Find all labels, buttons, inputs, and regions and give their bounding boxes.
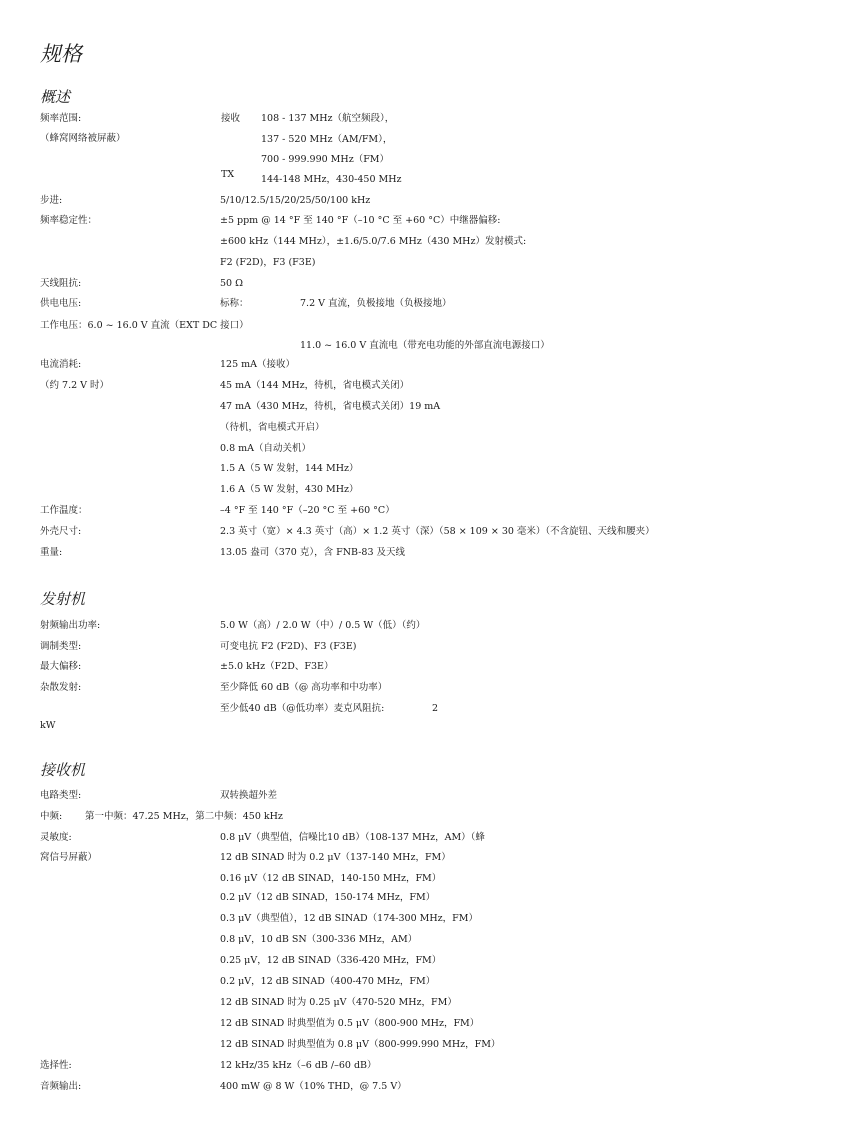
sensitivity-sub-label: 窝信号屏蔽） [40,852,98,863]
deviation-value: ±5.0 kHz（F2D、F3E） [220,661,334,672]
sensitivity-value-11: 12 dB SINAD 时典型值为 0.8 μV（800-999.990 MHz，FM） [220,1039,501,1050]
tx-label: TX [221,169,235,180]
selectivity-label: 选择性: [40,1060,72,1071]
step-label: 步进: [40,195,63,206]
supply-label: 供电电压: [40,298,82,309]
current-value-1: 125 mA（接收） [220,359,296,370]
current-value-7: 1.6 A（5 W 发射，430 MHz） [220,484,359,495]
section-heading-transmitter: 发射机 [40,590,86,608]
rf-power-label: 射频输出功率: [40,620,101,631]
freq-value-3: 700 - 999.990 MHz（FM） [261,154,390,165]
current-label: 电流消耗: [40,359,82,370]
spurious-value-1: 至少降低 60 dB（@ 高功率和中功率） [220,682,388,693]
circuit-label: 电路类型: [40,790,82,801]
temp-value: –4 °F 至 140 °F（–20 °C 至 +60 °C） [220,505,395,516]
sensitivity-label: 灵敏度: [40,832,72,843]
working-voltage-2: 11.0 ~ 16.0 V 直流电（带充电功能的外部直流电源接口） [300,340,550,351]
modulation-value: 可变电抗 F2 (F2D)、F3 (F3E) [220,641,357,652]
freq-value-1: 108 - 137 MHz（航空频段）， [261,113,395,124]
selectivity-value: 12 kHz/35 kHz（–6 dB /–60 dB） [220,1060,377,1071]
current-value-3: 47 mA（430 MHz，待机，省电模式关闭）19 mA [220,401,441,412]
freq-value-4: 144-148 MHz，430-450 MHz [261,174,402,185]
sensitivity-value-5: 0.3 μV（典型值），12 dB SINAD（174-300 MHz，FM） [220,913,478,924]
sensitivity-value-9: 12 dB SINAD 时为 0.25 μV（470-520 MHz，FM） [220,997,457,1008]
sensitivity-value-10: 12 dB SINAD 时典型值为 0.5 μV（800-900 MHz，FM） [220,1018,480,1029]
spurious-label: 杂散发射: [40,682,82,693]
deviation-label: 最大偏移: [40,661,82,672]
current-value-2: 45 mA（144 MHz，待机，省电模式关闭） [220,380,410,391]
size-label: 外壳尺寸: [40,526,82,537]
stability-value-3: F2 (F2D)，F3 (F3E) [220,257,316,268]
if-label: 中频: [40,811,63,822]
mic-impedance-value: 2 [432,703,439,714]
step-value: 5/10/12.5/15/20/25/50/100 kHz [220,195,371,206]
sensitivity-value-7: 0.25 μV，12 dB SINAD（336-420 MHz，FM） [220,955,442,966]
mic-impedance-unit: kW [40,720,56,731]
antenna-label: 天线阻抗: [40,278,82,289]
sensitivity-value-1: 0.8 μV（典型值，信噪比10 dB）（108-137 MHz，AM）（蜂 [220,832,485,843]
section-heading-receiver: 接收机 [40,761,86,779]
circuit-value: 双转换超外差 [220,790,278,801]
rx-label: 接收 [221,113,241,124]
stability-value-2: ±600 kHz（144 MHz），±1.6/5.0/7.6 MHz（430 MHz）发射模式: [220,236,527,247]
current-sub-label: （约 7.2 V 时） [40,380,110,391]
sensitivity-value-4: 0.2 μV（12 dB SINAD，150-174 MHz，FM） [220,892,436,903]
size-value: 2.3 英寸（宽）× 4.3 英寸（高）× 1.2 英寸（深）（58 × 109 × 30 毫米）（不含旋钮、天线和腰夹） [220,526,655,537]
spurious-value-2: 至少低40 dB（@低功率）麦克风阻抗: [220,703,385,714]
if-value: 第一中频：47.25 MHz，第二中频：450 kHz [85,811,283,822]
working-voltage: 工作电压：6.0 ~ 16.0 V 直流（EXT DC 接口） [40,320,249,331]
freq-sub-label: （蜂窝网络被屏蔽） [40,133,126,144]
sensitivity-value-3: 0.16 μV（12 dB SINAD，140-150 MHz，FM） [220,873,442,884]
sensitivity-value-8: 0.2 μV，12 dB SINAD（400-470 MHz，FM） [220,976,436,987]
section-heading-overview: 概述 [40,88,71,106]
rf-power-value: 5.0 W（高）/ 2.0 W（中）/ 0.5 W（低）（约） [220,620,426,631]
sensitivity-value-2: 12 dB SINAD 时为 0.2 μV（137-140 MHz，FM） [220,852,451,863]
stability-label: 频率稳定性： [40,215,98,226]
current-value-6: 1.5 A（5 W 发射，144 MHz） [220,463,359,474]
supply-value: 7.2 V 直流，负极接地（负极接地） [300,298,452,309]
audio-output-value: 400 mW @ 8 W（10% THD，@ 7.5 V） [220,1081,407,1092]
supply-nominal-label: 标称： [220,298,249,309]
freq-label: 频率范围: [40,113,82,124]
temp-label: 工作温度： [40,505,88,516]
freq-value-2: 137 - 520 MHz（AM/FM）， [261,134,393,145]
page-title: 规格 [40,42,82,66]
antenna-value: 50 Ω [220,278,243,289]
weight-value: 13.05 盎司（370 克），含 FNB-83 及天线 [220,547,406,558]
modulation-label: 调制类型: [40,641,82,652]
stability-value-1: ±5 ppm @ 14 °F 至 140 °F（–10 °C 至 +60 °C）中继器偏移: [220,215,501,226]
current-value-5: 0.8 mA（自动关机） [220,443,311,454]
current-value-4: （待机，省电模式开启） [220,422,325,433]
weight-label: 重量: [40,547,63,558]
audio-output-label: 音频输出: [40,1081,82,1092]
sensitivity-value-6: 0.8 μV，10 dB SN（300-336 MHz，AM） [220,934,418,945]
